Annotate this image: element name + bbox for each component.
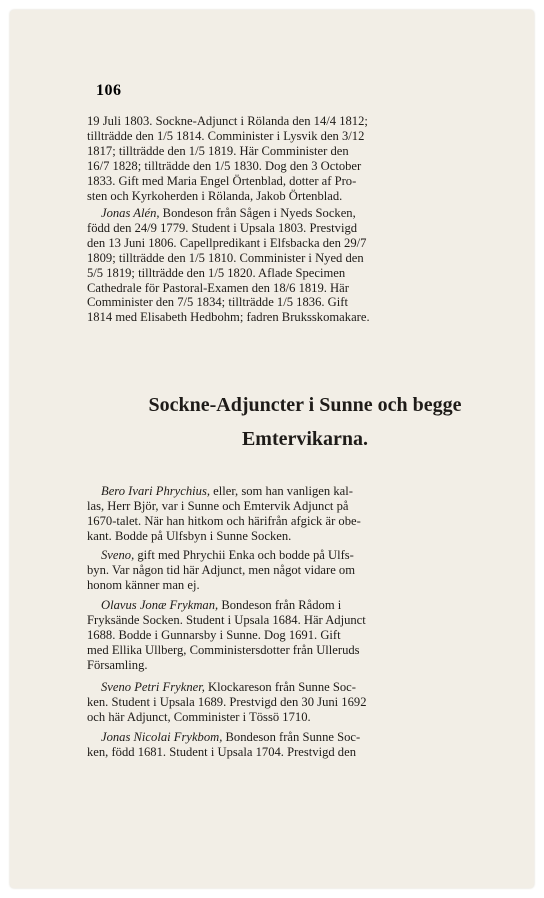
text-line: med Ellika Ullberg, Comministersdotter från Ulleruds <box>87 642 360 657</box>
text-line: byn. Var någon tid här Adjunct, men något vidare om <box>87 562 356 577</box>
text-line: född den 24/9 1779. Student i Upsala 1803. Prestvigd <box>87 220 358 235</box>
entry-first-line <box>87 730 523 745</box>
section-heading-line-2: Emtervikarna. <box>241 428 369 450</box>
person-name: Bero Ivari Phrychius, <box>101 484 211 498</box>
entry-first-line <box>87 680 523 695</box>
text-fragment: eller, som han vanligen kal- <box>210 484 353 498</box>
text-line: kant. Bodde på Ulfsbyn i Sunne Socken. <box>87 528 292 543</box>
text-line: Comminister den 7/5 1834; tillträdde 1/5 1836. Gift <box>87 295 348 310</box>
book-page <box>10 10 534 888</box>
text-line: ken. Student i Upsala 1689. Prestvigd den 30 Juni 1692 <box>87 694 367 709</box>
text-line: 1814 med Elisabeth Hedbohm; fadren Bruksskomakare. <box>87 310 370 325</box>
entry-bero-phrychius <box>87 484 523 544</box>
text-line: Fryksände Socken. Student i Upsala 1684. Här Adjunct <box>87 612 366 627</box>
text-line: 1833. Gift med Maria Engel Örtenblad, dotter af Pro- <box>87 173 357 188</box>
entry-sveno <box>87 548 523 593</box>
entry-jonas-alen <box>87 206 523 325</box>
text-line: 1817; tillträdde den 1/5 1819. Här Comminister den <box>87 143 349 158</box>
text-line: 1688. Bodde i Gunnarsby i Sunne. Dog 1691. Gift <box>87 627 341 642</box>
section-heading-line-1: Sockne-Adjuncter i Sunne och begge <box>148 394 462 416</box>
text-line: ken, född 1681. Student i Upsala 1704. Prestvigd den <box>87 744 356 759</box>
person-name: Sveno Petri Frykner, <box>101 680 205 694</box>
entry-continuation <box>87 114 523 203</box>
text-fragment: Bondeson från Sågen i Nyeds Socken, <box>159 206 356 220</box>
person-name: Jonas Nicolai Frykbom, <box>101 730 223 744</box>
text-line: honom känner man ej. <box>87 577 200 592</box>
text-line: 16/7 1828; tillträdde den 1/5 1830. Dog den 3 October <box>87 158 362 173</box>
person-name: Jonas Alén, <box>101 206 160 220</box>
text-line: 19 Juli 1803. Sockne-Adjunct i Rölanda den 14/4 1812; <box>87 114 368 128</box>
text-line: Församling. <box>87 657 148 672</box>
entry-first-line <box>87 206 523 221</box>
text-line: 5/5 1819; tillträdde den 1/5 1820. Aflade Specimen <box>87 265 346 280</box>
text-line: 1809; tillträdde den 1/5 1810. Comminister i Nyed den <box>87 250 364 265</box>
text-line: 1670-talet. När han hitkom och härifrån afgick är obe- <box>87 513 361 528</box>
text-fragment: gift med Phrychii Enka och bodde på Ulfs- <box>134 548 354 562</box>
entry-first-line <box>87 598 523 613</box>
text-line: den 13 Juni 1806. Capellpredikant i Elfsbacka den 29/7 <box>87 235 367 250</box>
text-fragment: Bondeson från Sunne Soc- <box>222 730 361 744</box>
text-line: las, Herr Björ, var i Sunne och Emtervik Adjunct på <box>87 498 349 513</box>
text-line: sten och Kyrkoherden i Rölanda, Jakob Örtenblad. <box>87 188 343 203</box>
text-fragment: Klockareson från Sunne Soc- <box>204 680 356 694</box>
text-line: tillträdde den 1/5 1814. Comminister i Lysvik den 3/12 <box>87 128 365 143</box>
entry-sveno-frykner <box>87 680 523 725</box>
entry-jonas-frykbom <box>87 730 523 760</box>
text-line: Cathedrale för Pastoral-Examen den 18/6 1819. Här <box>87 280 349 295</box>
person-name: Olavus Jonæ Frykman, <box>101 598 219 612</box>
text-line: och här Adjunct, Comminister i Tössö 1710. <box>87 709 311 724</box>
text-fragment: Bondeson från Rådom i <box>218 598 342 612</box>
entry-olavus-frykman <box>87 598 523 673</box>
entry-first-line <box>87 548 523 563</box>
page-number: 106 <box>96 82 122 99</box>
entry-first-line <box>87 484 523 499</box>
person-name: Sveno, <box>101 548 135 562</box>
